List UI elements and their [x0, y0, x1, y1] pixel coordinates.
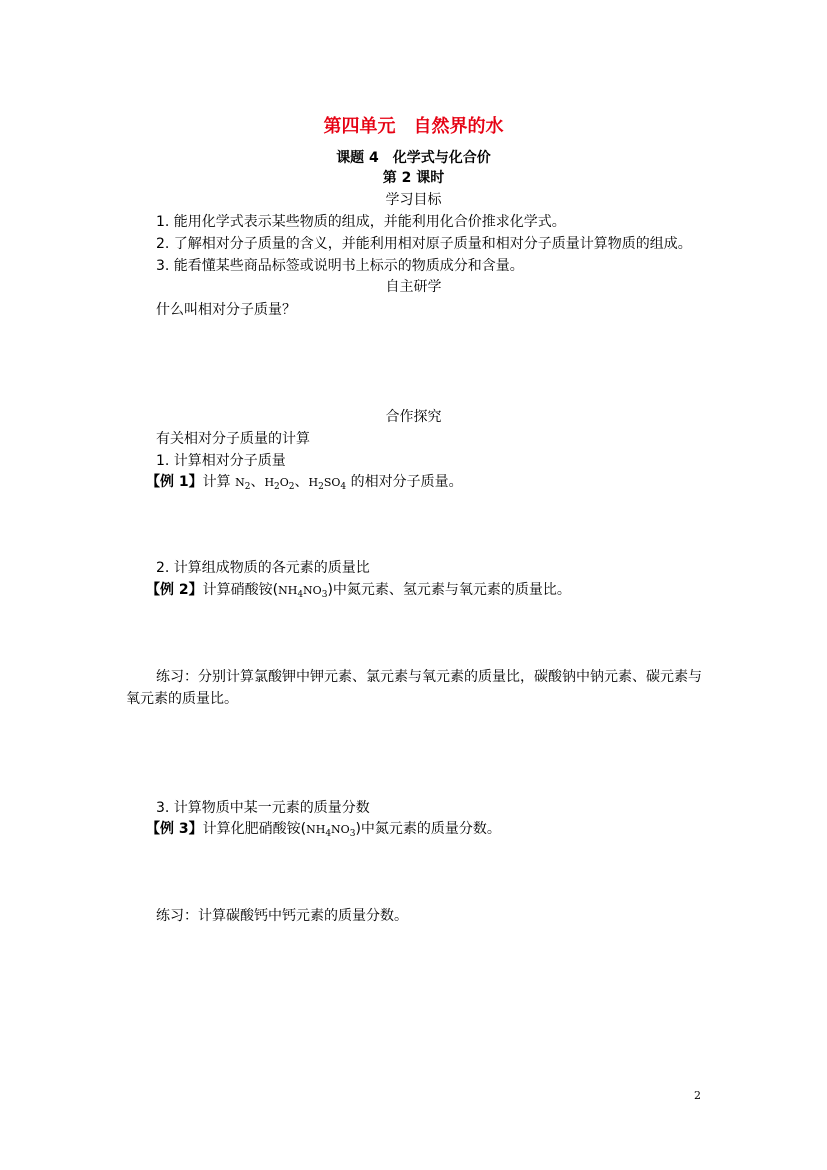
practice-1-line-2: 氧元素的质量比。	[126, 691, 238, 707]
example-2-suffix: )中氮元素、氢元素与氧元素的质量比。	[327, 582, 571, 598]
calculation-topic: 有关相对分子质量的计算	[156, 431, 310, 447]
objective-item-2: 2. 了解相对分子质量的含义，并能利用相对原子质量和相对分子质量计算物质的组成。	[156, 236, 692, 252]
cooperation-heading: 合作探究	[385, 409, 442, 425]
lesson-title: 课题 4 化学式与化合价	[336, 150, 491, 166]
section-2-title: 2. 计算组成物质的各元素的质量比	[156, 560, 370, 576]
example-2-label: 【例 2】	[146, 582, 203, 598]
page-number: 2	[694, 1089, 701, 1102]
example-3-suffix: )中氮元素的质量分数。	[355, 821, 501, 837]
example-2	[146, 579, 571, 600]
formula-h2so4: $H_2SO_4$	[308, 476, 347, 492]
objective-item-3: 3. 能看懂某些商品标签或说明书上标示的物质成分和含量。	[156, 258, 524, 274]
example-3-prefix: 计算化肥硝酸铵(	[202, 821, 307, 837]
example-2-prefix: 计算硝酸铵(	[202, 582, 279, 598]
example-1	[146, 471, 463, 492]
example-3-label: 【例 3】	[146, 821, 203, 837]
example-1-suffix: 的相对分子质量。	[346, 474, 463, 490]
example-3	[146, 818, 501, 839]
separator: 、	[250, 474, 265, 490]
objectives-heading: 学习目标	[385, 192, 442, 208]
section-1-title: 1. 计算相对分子质量	[156, 453, 286, 469]
practice-1-line-1: 练习：分别计算氯酸钾中钾元素、氯元素与氧元素的质量比，碳酸钠中钠元素、碳元素与	[156, 669, 702, 685]
objective-item-1: 1. 能用化学式表示某些物质的组成，并能利用化合价推求化学式。	[156, 214, 566, 230]
practice-2: 练习：计算碳酸钙中钙元素的质量分数。	[156, 908, 408, 924]
section-3-title: 3. 计算物质中某一元素的质量分数	[156, 800, 370, 816]
formula-nh4no3: $NH_4NO_3$	[278, 584, 328, 600]
self-study-question: 什么叫相对分子质量？	[156, 302, 296, 318]
formula-h2o2: $H_2O_2$	[264, 476, 295, 492]
example-1-prefix: 计算	[202, 474, 236, 490]
separator: 、	[294, 474, 309, 490]
example-1-label: 【例 1】	[146, 474, 203, 490]
formula-n2: $N_2$	[235, 476, 251, 492]
formula-nh4no3: $NH_4NO_3$	[306, 823, 356, 839]
self-study-heading: 自主研学	[385, 279, 442, 295]
period-label: 第 2 课时	[382, 170, 445, 186]
unit-title: 第四单元 自然界的水	[323, 116, 504, 137]
